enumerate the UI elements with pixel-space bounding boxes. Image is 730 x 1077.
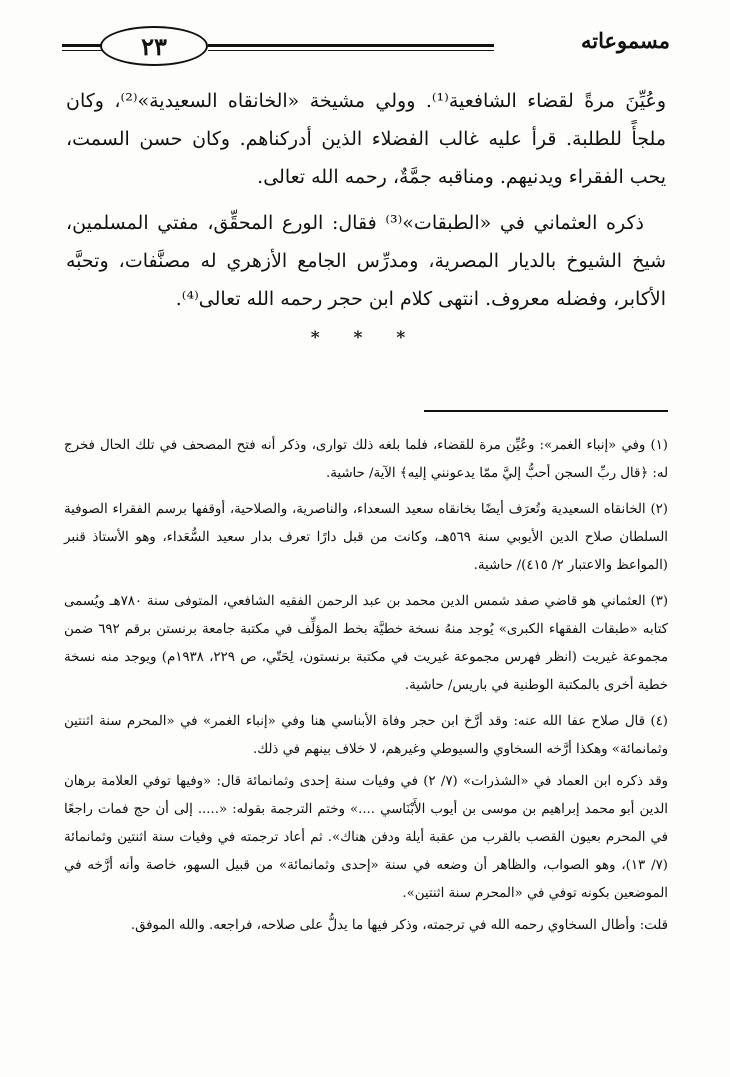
page-header: [62, 24, 670, 70]
page-number: ٢٣: [100, 26, 208, 66]
footnote: (٣) العثماني هو قاضي صفد شمس الدين محمد بن عبد الرحمن الفقيه الشافعي، المتوفى سنة ٧٨٠هـ ويُسمى كتابه «طبقات الفقهاء الكبرى» يُوجد منهُ نسخة خطيَّة بخط المؤلِّف في مكتبة جامعة برنستن برقم ٦٩٢ ضمن مجموعة غيريت (انظر فهرس مجموعة غيريت في مكتبة برنستون، لِحَتّي، ص ٢٢٩، ١٩٣٨م) ويوجد منه نسخة خطية أخرى بالمكتبة الوطنية في باريس/ حاشية.: [64, 594, 669, 693]
footnote: (٢) الخانقاه السعيدية وتُعرَف أيضًا بخانقاه سعيد السعداء، والناصرية، والصلاحية، أوقفها برسم الفقراء الصوفية السلطان صلاح الدين الأيوبي سنة ٥٦٩هـ، وكانت من قبل دارًا تعرف بدار سعيد السُّعَداء، وهو الأستاذ قنبر (المواعظ والاعتبار ٢/ ٤١٥)/ حاشية.: [64, 502, 668, 573]
header-rule: [62, 44, 102, 47]
footnote: (٤) قال صلاح عفا الله عنه: وقد أرَّخ ابن حجر وفاة الأبناسي هنا وفي «إنباء الغمر» في «المحرم سنة اثنتين وثمانمائة» وهكذا أرَّخه السخاوي والسيوطي وغيرهم، لا خلاف بينهم في ذلك.: [64, 714, 668, 757]
footnote: (١) وفي «إنباء الغمر»: وعُيِّن مرة للقضاء، فلما بلغه ذلك توارى، وذكر أنه فتح المصحف في تلك الحال فخرج له: ﴿قال ربِّ السجن أحبُّ إليَّ ممّا يدعونني إليه﴾ الآية/ حاشية.: [64, 438, 668, 481]
footnote-rule: [424, 410, 668, 412]
main-text: [66, 82, 666, 326]
footnote: وقد ذكره ابن العماد في «الشذرات» (٧/ ٢) في وفيات سنة إحدى وثمانمائة قال: «وفيها توفي العلامة برهان الدين أبو محمد إبراهيم بن موسى بن أيوب الأَبْنَاسي ....» وختم الترجمة بقوله: «..... إلى أن حج فمات راجعًا في المحرم بعيون القصب بالقرب من عقبة أيلة ودفن هناك». ثم أعاد ترجمته في وفيات سنة اثنتين وثمانمائة (٧/ ١٣)، وهو الصواب، والظاهر أن وضعه في سنة «إحدى وثمانمائة» من قبيل السهو، خاصة وأنه أرَّخه في الموضعين بكونه توفي في «المحرم سنة اثنتين».: [64, 774, 668, 901]
section-separator: * * *: [310, 328, 420, 348]
header-rule: [208, 50, 494, 51]
main-paragraph: ذكره العثماني في «الطبقات»⁽³⁾ فقال: الورع المحقِّق، مفتي المسلمين، شيخ الشيوخ بالديار المصرية، ومدرِّس الجامع الأزهري له مصنَّفات، وتحبَّه الأكابر، وفضله معروف. انتهى كلام ابن حجر رحمه الله تعالى⁽⁴⁾.: [66, 212, 666, 310]
header-rule: [208, 44, 494, 47]
footnotes: [64, 432, 668, 948]
running-title: مسموعاته: [580, 28, 670, 53]
footnote: قلت: وأطال السخاوي رحمه الله في ترجمته، وذكر فيها ما يدلُّ على صلاحه، فراجعه. والله الموفق.: [130, 918, 668, 933]
header-rule: [62, 50, 102, 51]
main-paragraph: وعُيِّنَ مرةً لقضاء الشافعية⁽¹⁾. وولي مشيخة «الخانقاه السعيدية»⁽²⁾، وكان ملجأً للطلبة. قرأ عليه غالب الفضلاء الذين أدركناهم. وكان حسن السمت، يحب الفقراء ويدنيهم. ومناقبه جمَّةٌ، رحمه الله تعالى.: [66, 90, 666, 188]
